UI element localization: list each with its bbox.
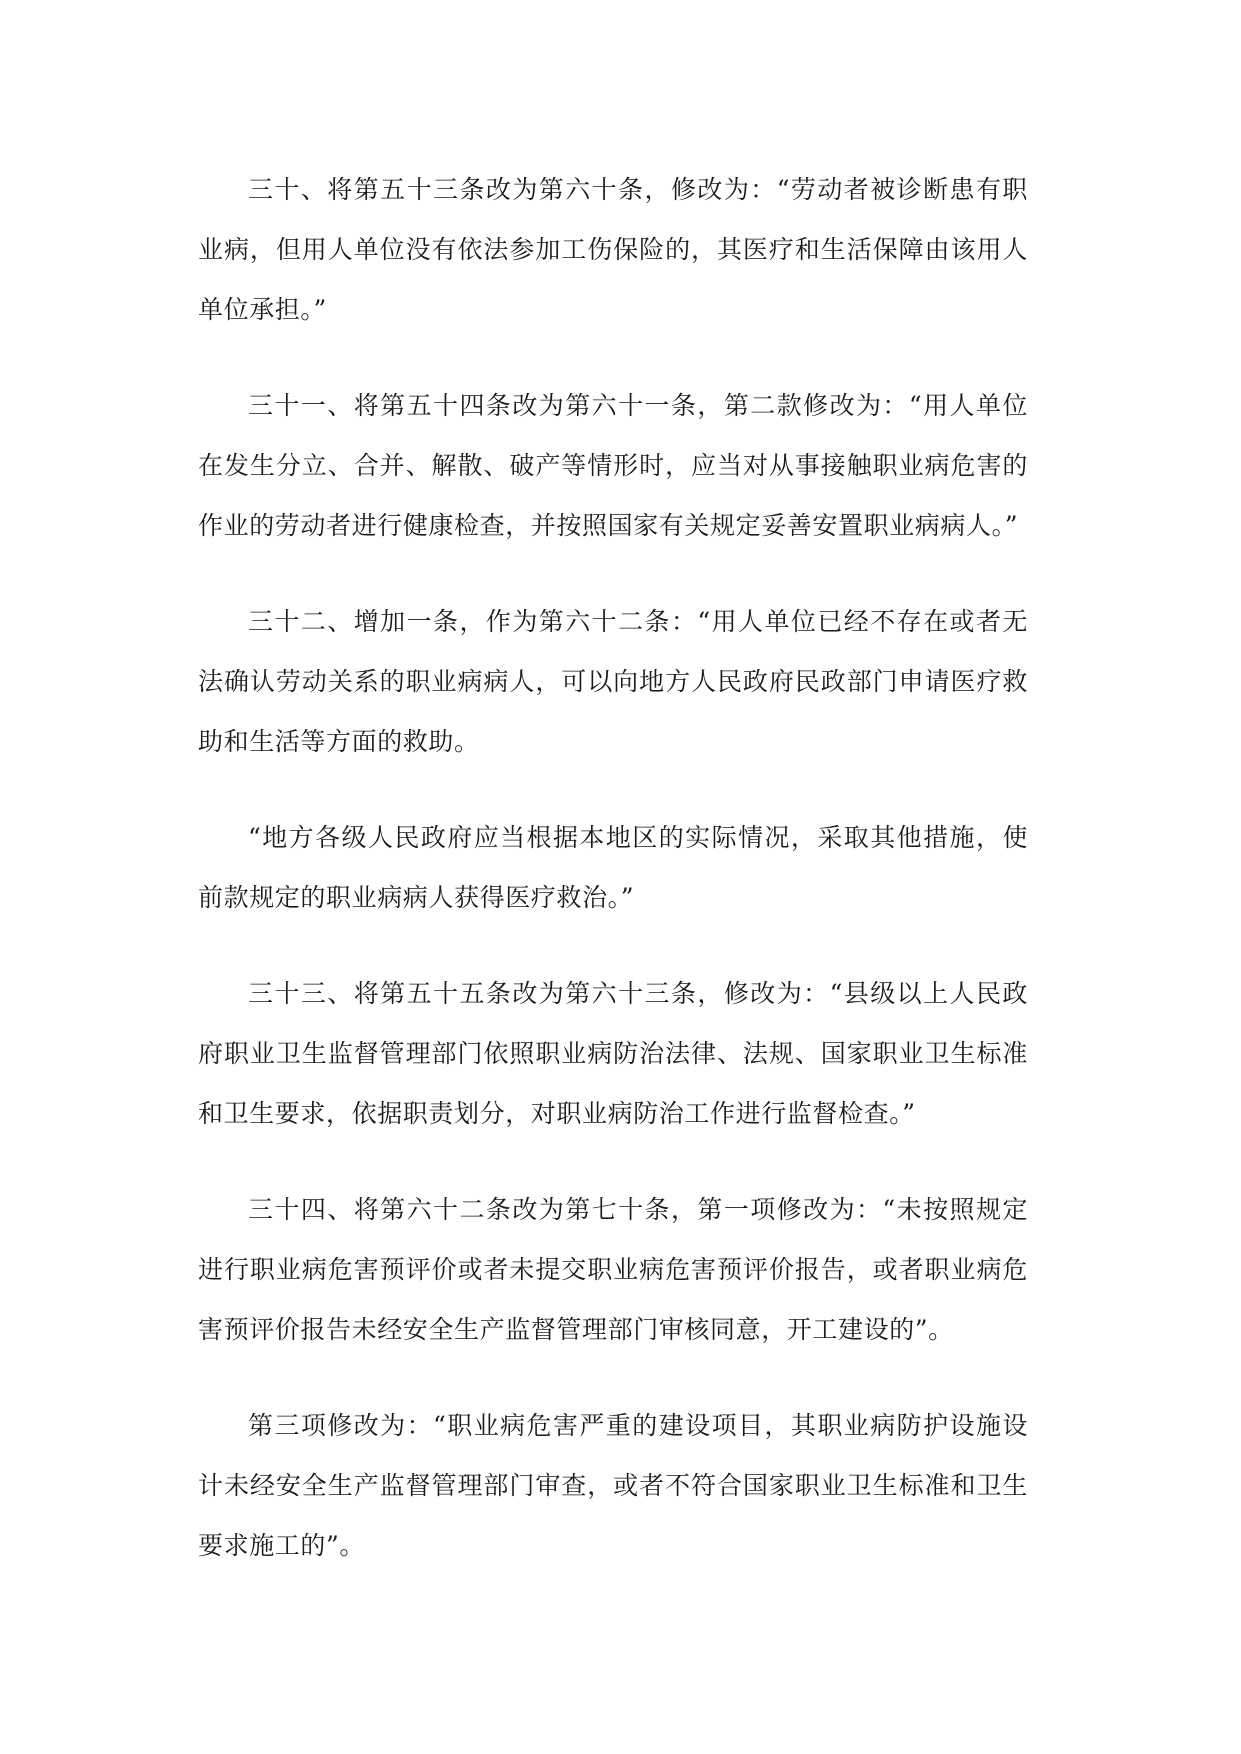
paragraph-article-34: 三十四、将第六十二条改为第七十条，第一项修改为：“未按照规定进行职业病危害预评价或者未提交职业病危害预评价报告，或者职业病危害预评价报告未经安全生产监督管理部门审核同意，开工建设的”。 [198, 1195, 1028, 1344]
paragraph-article-32: 三十二、增加一条，作为第六十二条：“用人单位已经不存在或者无法确认劳动关系的职业病病人，可以向地方人民政府民政部门申请医疗救助和生活等方面的救助。 [198, 607, 1028, 756]
paragraph-article-31: 三十一、将第五十四条改为第六十一条，第二款修改为：“用人单位在发生分立、合并、解散、破产等情形时，应当对从事接触职业病危害的作业的劳动者进行健康检查，并按照国家有关规定妥善安置职业病病人。” [198, 391, 1028, 540]
paragraph-article-34-item-3: 第三项修改为：“职业病危害严重的建设项目，其职业病防护设施设计未经安全生产监督管理部门审查，或者不符合国家职业卫生标准和卫生要求施工的”。 [198, 1411, 1028, 1560]
paragraph-article-32-second-clause: “地方各级人民政府应当根据本地区的实际情况，采取其他措施，使前款规定的职业病病人获得医疗救治。” [198, 823, 1028, 912]
paragraph-article-33: 三十三、将第五十五条改为第六十三条，修改为：“县级以上人民政府职业卫生监督管理部门依照职业病防治法律、法规、国家职业卫生标准和卫生要求，依据职责划分，对职业病防治工作进行监督检查。” [198, 979, 1028, 1128]
document-body [198, 160, 1028, 1612]
paragraph-article-30: 三十、将第五十三条改为第六十条，修改为：“劳动者被诊断患有职业病，但用人单位没有依法参加工伤保险的，其医疗和生活保障由该用人单位承担。” [198, 175, 1028, 324]
